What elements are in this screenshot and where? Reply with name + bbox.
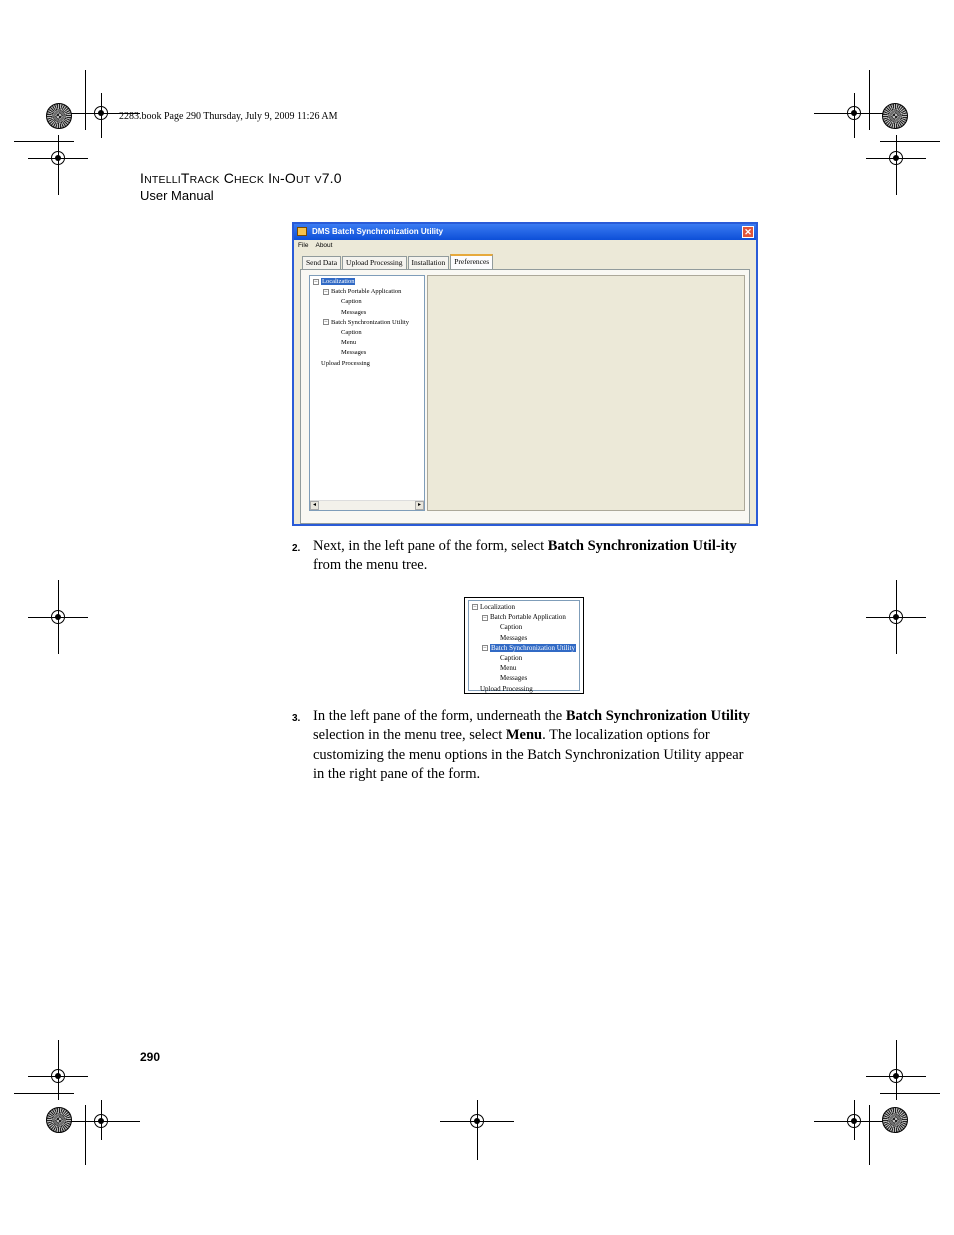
tree-node-label: Batch Synchronization Utility [331,318,409,326]
tab-preferences[interactable]: Preferences [450,254,493,271]
header-title-part: I [264,170,273,186]
bold-term: Batch Synchronization Util-ity [547,538,737,554]
tree-node[interactable] [482,612,566,622]
tree-node-label: Localization [480,603,515,611]
tree-node-label: Caption [500,623,523,632]
tree-node-label: Upload Processing [480,684,533,693]
tree-node[interactable] [333,297,362,307]
bold-term: Batch Synchronization Utility [565,708,751,724]
tab-send-data[interactable]: Send Data [302,256,341,269]
tree-node-label: Upload Processing [321,359,370,367]
header-title-part: T [180,170,190,186]
tree-node-label: Messages [500,633,528,642]
collapse-icon[interactable]: − [473,604,477,611]
tree-node[interactable] [472,602,515,612]
collapse-icon[interactable]: − [324,288,328,295]
collapse-icon[interactable]: − [483,645,487,652]
page-number: 290 [140,1050,161,1064]
header-title-part: RACK [189,174,220,186]
tree-node[interactable] [492,673,527,683]
tree-node-label: Menu [341,339,357,347]
tree-node[interactable] [333,328,362,338]
tab-upload-processing[interactable]: Upload Processing [342,256,406,269]
step-text [313,537,758,576]
scroll-left-icon[interactable]: ◂ [310,501,319,510]
tree-node-label: Messages [500,674,528,683]
tree-node[interactable] [492,633,527,643]
collapse-icon[interactable]: − [324,319,328,326]
close-icon[interactable]: ✕ [742,226,754,238]
tree-node[interactable] [333,338,356,348]
menu-item-file[interactable]: File [298,242,309,249]
step-number: 2. [292,543,301,554]
header-title-part: I [140,170,145,186]
header-title-part: UT [295,174,311,186]
header-title-part: C [219,170,235,186]
menu-tree-detail [468,600,580,691]
tree-node-label: Menu [500,664,517,673]
window-titlebar [294,224,756,240]
step-text [313,707,758,784]
collapse-icon[interactable]: − [314,278,318,285]
text-run: . The localization options for customizing the menu options in the Batch Synchronization Utility appear in the right pane of the form. [313,727,744,782]
tree-node-label: Batch Synchronization Utility [491,643,575,652]
window-client [294,240,756,524]
tree-node[interactable] [492,663,516,673]
tab-installation[interactable]: Installation [408,256,450,269]
app-icon [297,227,307,236]
tree-node[interactable] [482,643,576,653]
text-run: In the left pane of the form, underneath the [313,708,566,724]
header-title-part: N [272,174,281,186]
tree-node-label: Messages [341,349,367,357]
tree-node[interactable] [492,653,522,663]
tree-node[interactable] [333,348,366,358]
tree-node-label: Caption [341,298,362,306]
header-title-part: 7.0 [321,170,342,186]
text-run: selection in the menu tree, select [313,727,506,744]
tree-node-label: Caption [500,654,523,662]
menu-item-about[interactable]: About [315,242,333,249]
text-run: Next, in the left pane of the form, select [313,538,548,554]
header-title-part: NTELLI [144,174,181,186]
menu-tree-detail-screenshot [464,597,584,694]
text-run: from the menu tree. [313,557,428,574]
header-title-part: V [314,174,322,186]
step-number: 3. [292,713,301,724]
tree-node-label: Batch Portable Application [490,613,566,622]
app-window-screenshot [292,222,758,526]
print-slug: 2283.book Page 290 Thursday, July 9, 2009 11:26 AM [119,111,338,122]
running-header-subtitle: User Manual [140,188,214,203]
tab-strip [302,256,494,269]
tree-node-label: Messages [341,308,367,316]
tree-node-label: Batch Portable Application [331,288,402,296]
menu-tree-pane[interactable] [309,275,425,511]
header-title-part: HECK [234,174,265,186]
tree-node[interactable] [472,684,533,694]
tree-node-label: Localization [322,278,355,285]
tree-node[interactable] [492,622,522,632]
header-title-part: -O [280,170,296,186]
window-title: DMS Batch Synchronization Utility [312,227,444,236]
localization-options-pane [427,275,745,511]
tree-node[interactable] [313,277,355,287]
tree-node[interactable] [333,308,366,318]
tree-node-label: Caption [341,329,362,336]
tree-node[interactable] [323,318,409,328]
menu-bar [298,242,339,249]
collapse-icon[interactable]: − [483,614,487,621]
bold-term: Menu [505,727,543,744]
tree-node[interactable] [323,287,401,297]
tree-node[interactable] [313,359,370,369]
scroll-right-icon[interactable]: ▸ [415,501,424,510]
running-header-title [140,170,342,186]
tab-panel-preferences [300,269,750,524]
